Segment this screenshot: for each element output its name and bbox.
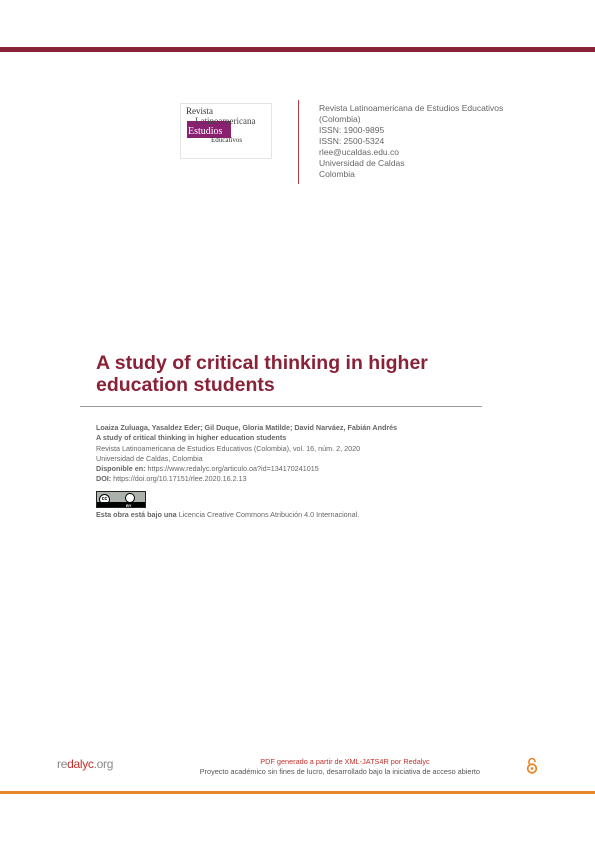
redalyc-logo-part-a: re — [57, 757, 68, 771]
article-doi-line — [96, 474, 496, 484]
license-link[interactable]: Licencia Creative Commons Atribución 4.0 Internacional. — [178, 510, 360, 519]
article-title-repeat: A study of critical thinking in higher education students — [96, 433, 287, 443]
available-label: Disponible en: — [96, 464, 146, 474]
cc-by-license-icon[interactable] — [96, 491, 146, 508]
available-link[interactable]: https://www.redalyc.org/articulo.oa?id=134170241015 — [147, 464, 319, 474]
open-access-icon — [526, 757, 538, 774]
redalyc-logo[interactable] — [57, 757, 113, 771]
article-authors: Loaiza Zuluaga, Yasaldez Eder; Gil Duque, Gloria Matilde; David Narváez, Fabián Andrés — [96, 423, 398, 432]
article-publisher: Universidad de Caldas, Colombia — [96, 453, 203, 463]
footer-accent-bar — [0, 791, 595, 794]
journal-info — [319, 103, 503, 180]
doi-link[interactable]: https://doi.org/10.17151/rlee.2020.16.2.13 — [113, 474, 247, 484]
title-divider — [80, 406, 482, 407]
doi-label: DOI: — [96, 474, 112, 484]
header-accent-bar — [0, 47, 595, 52]
logo-line-1: Revista — [186, 106, 213, 116]
footer-generated-line: PDF generado a partir de XML-JATS4R por Redalyc — [260, 757, 430, 766]
license-statement — [96, 510, 359, 520]
logo-line-3: Estudios — [188, 126, 223, 137]
journal-country-paren: (Colombia) — [319, 114, 361, 124]
cc-icon: cc — [99, 494, 110, 505]
cc-by-label: BY — [126, 503, 132, 508]
logo-line-4: Educativos — [211, 136, 243, 144]
journal-logo — [180, 103, 272, 159]
cc-badge-strip — [97, 502, 145, 507]
article-available-line — [96, 464, 496, 474]
redalyc-logo-part-b: dalyc — [67, 757, 94, 771]
header-divider — [298, 100, 299, 184]
footer-text — [140, 757, 480, 776]
journal-institution: Universidad de Caldas — [319, 158, 405, 168]
journal-country: Colombia — [319, 169, 355, 179]
article-citation: Revista Latinoamericana de Estudios Educativos (Colombia), vol. 16, núm. 2, 2020 — [96, 443, 361, 453]
article-title: A study of critical thinking in higher education students — [96, 352, 428, 396]
journal-name: Revista Latinoamericana de Estudios Educativos — [319, 103, 504, 113]
journal-email[interactable]: rlee@ucaldas.edu.co — [319, 147, 399, 157]
footer-project-line: Proyecto académico sin fines de lucro, desarrollado bajo la iniciativa de acceso abierto — [199, 766, 480, 776]
redalyc-logo-part-c: .org — [93, 757, 114, 771]
logo-line-2: Latinoamericana — [195, 116, 256, 126]
journal-issn-1: ISSN: 1900-9895 — [319, 125, 385, 135]
article-metadata — [96, 423, 496, 485]
journal-issn-2: ISSN: 2500-5324 — [319, 136, 385, 146]
license-prefix: Esta obra está bajo una — [96, 510, 177, 519]
